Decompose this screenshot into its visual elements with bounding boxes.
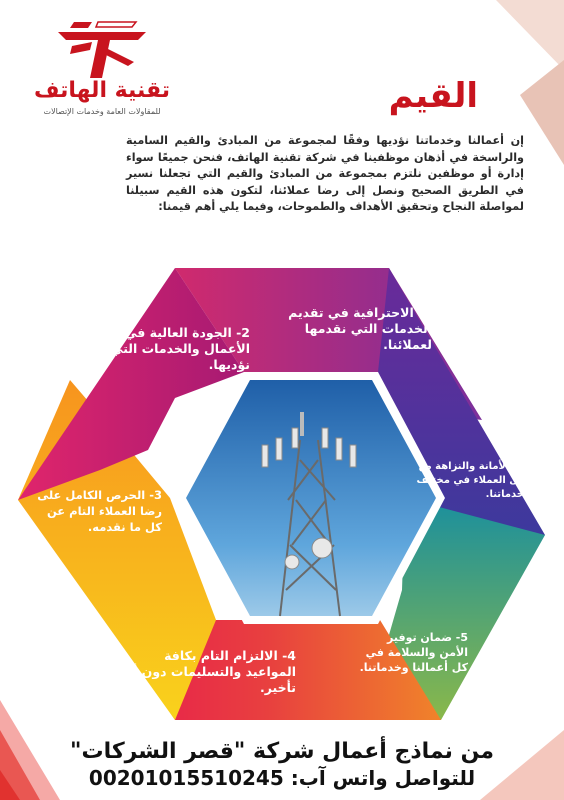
value-item-2: 2- الجودة العالية في كل الأعمال والخدمات التي نؤديها.	[101, 325, 250, 372]
value-item-3: 3- الحرص الكامل على رضا العملاء التام عن كل ما نقدمه.	[37, 488, 162, 534]
logo-name: تقنية الهاتف	[33, 78, 171, 103]
value-item-1: 1- الاحترافية في تقديم الخدمات التي نقدمها لعملائنا.	[288, 305, 432, 352]
intro-paragraph: إن أعمالنا وخدماتنا نؤديها وفقًا لمجموعة من المبادئ والقيم السامية والراسخة في أذهان موظفينا في شركة تقنية الهاتف، فنحن جميعًا سواء إدارة أو موظفين نلتزم بمجموعة من المبادئ والقيم التي تجعلنا نسير في الطريق الصحيح ونصل إلى رضا عملائنا، لتكون هذه القيم سبيلنا لمواصلة النجاح وتحقيق الأهداف والطموحات، وفيما يلي أهم قيمنا:	[126, 134, 524, 213]
value-item-5: 5- ضمان توفير الأمن والسلامة في كل أعمالنا وخدماتنا.	[359, 631, 468, 674]
value-item-4: 4- الالتزام التام بكافة المواعيد والتسليمات دون أي تأخير.	[121, 648, 296, 695]
footer-contact	[30, 766, 534, 790]
logo-tagline: للمقاولات العامة وخدمات الإتصالات	[43, 107, 161, 116]
value-item-6: 6- الأمانة والنزاهة مع كل العملاء في مختلف خدماتنا.	[416, 461, 524, 500]
whatsapp-label: للتواصل واتس آب:	[290, 766, 476, 790]
phone-number[interactable]: 00201015510245	[88, 766, 284, 790]
page-title: القيم	[388, 76, 478, 116]
footer-portfolio-note: من نماذج أعمال شركة "قصر الشركات"	[70, 739, 494, 764]
